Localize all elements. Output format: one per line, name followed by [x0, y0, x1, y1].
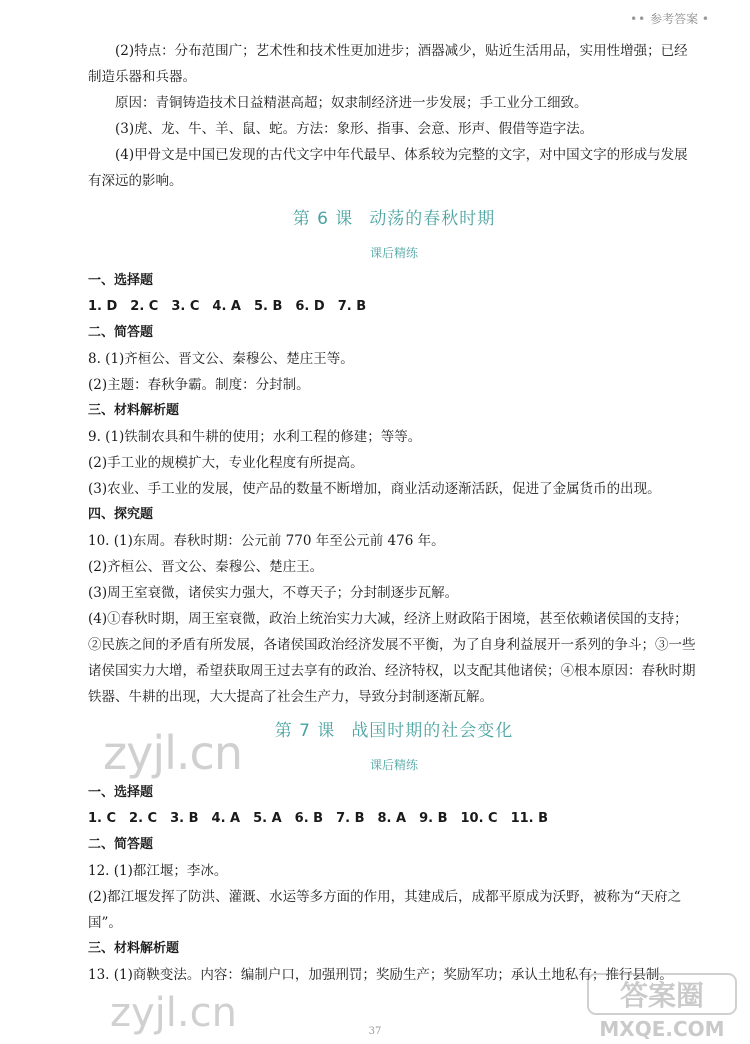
lesson6-title [88, 204, 700, 234]
lesson7-section-choice: 一、选择题 [88, 785, 154, 800]
lesson6-q10-3: (3)周王室衰微，诸侯实力强大，不尊天子；分封制逐步瓦解。 [88, 585, 459, 601]
lesson6-q10-1: 10. (1)东周。春秋时期：公元前 770 年至公元前 476 年。 [88, 533, 445, 549]
prev-answer-4: (4)甲骨文是中国已发现的古代文字中年代最早、体系较为完整的文字，对中国文字的形成与发展有深远的影响。 [88, 147, 688, 189]
lesson6-choice-answers: 1. D 2. C 3. C 4. A 5. B 6. D 7. B [88, 299, 367, 314]
lesson6-q9-3: (3)农业、手工业的发展，使产品的数量不断增加，商业活动逐渐活跃，促进了金属货币的出现。 [88, 481, 661, 497]
lesson7-subtitle: 课后精练 [369, 758, 418, 772]
lesson6-section-choice: 一、选择题 [88, 273, 154, 288]
header-dot-end: • [701, 12, 710, 26]
watermark-zyjl: zyjl.cn [103, 726, 242, 780]
header-tag-text: 参考答案 [650, 12, 699, 26]
lesson6-subtitle: 课后精练 [369, 246, 418, 260]
lesson7-section-material: 三、材料解析题 [88, 941, 180, 956]
lesson6-q10-4: (4)①春秋时期，周王室衰微，政治上统治实力大减，经济上财政陷于困境，甚至依赖诸侯国的支持；②民族之间的矛盾有所发展，各诸侯国政治经济发展不平衡，为了自身利益展开一系列的争斗；③一些诸侯国实力大增，希望获取周王过去享有的政治、经济特权，以支配其他诸侯；④根本原因：春秋时期铁器、牛耕的出现，大大提高了社会生产力，导致分封制逐渐瓦解。 [88, 611, 696, 705]
prev-answer-2: (2)特点：分布范围广；艺术性和技术性更加进步；酒器减少，贴近生活用品，实用性增强；已经制造乐器和兵器。 [88, 43, 688, 85]
watermark-daan-text: 答案圈 [619, 979, 705, 1012]
lesson6-section-explore: 四、探究题 [88, 507, 154, 522]
watermark-zyjl-bottom: zyjl.cn [110, 990, 237, 1036]
lesson6-q9-1: 9. (1)铁制农具和牛耕的使用；水利工程的修建；等等。 [88, 429, 422, 445]
lesson6-q8-2: (2)主题：春秋争霸。制度：分封制。 [88, 377, 310, 393]
prev-answer-reason: 原因：青铜铸造技术日益精湛高超；奴隶制经济进一步发展；手工业分工细致。 [115, 95, 588, 111]
lesson6-q10-2: (2)齐桓公、晋文公、秦穆公、楚庄王。 [88, 559, 324, 575]
lesson6-q8-1: 8. (1)齐桓公、晋文公、秦穆公、楚庄王等。 [88, 351, 354, 367]
lesson6-section-short: 二、简答题 [88, 325, 154, 340]
lesson7-name: 战国时期的社会变化 [351, 721, 514, 741]
header-dots: •• [630, 12, 647, 26]
lesson7-choice-answers: 1. C 2. C 3. B 4. A 5. A 6. B 7. B 8. A 9. B 10. C 11. B [88, 811, 549, 826]
lesson6-name: 动荡的春秋时期 [369, 209, 496, 229]
lesson7-section-short: 二、简答题 [88, 837, 154, 852]
watermark-daan-logo [582, 970, 742, 1042]
lesson6-q9-2: (2)手工业的规模扩大，专业化程度有所提高。 [88, 455, 364, 471]
lesson7-q12-1: 12. (1)都江堰；李冰。 [88, 863, 228, 879]
lesson7-q13-1: 13. (1)商鞅变法。内容：编制户口，加强刑罚；奖励生产；奖励军功；承认土地私有；推行县制。 [88, 967, 673, 983]
page-number: 37 [368, 1026, 382, 1037]
page-content [88, 38, 700, 988]
prev-answer-3: (3)虎、龙、牛、羊、鼠、蛇。方法：象形、指事、会意、形声、假借等造字法。 [115, 121, 594, 137]
lesson7-q12-2: (2)都江堰发挥了防洪、灌溉、水运等多方面的作用，其建成后，成都平原成为沃野，被称为“天府之国”。 [88, 889, 682, 931]
lesson6-number: 第 6 课 [292, 209, 354, 229]
header-answer-tag [630, 10, 710, 27]
watermark-mxqe-text: MXQE.COM [599, 1017, 725, 1041]
lesson6-section-material: 三、材料解析题 [88, 403, 180, 418]
lesson7-number: 第 7 课 [274, 721, 336, 741]
